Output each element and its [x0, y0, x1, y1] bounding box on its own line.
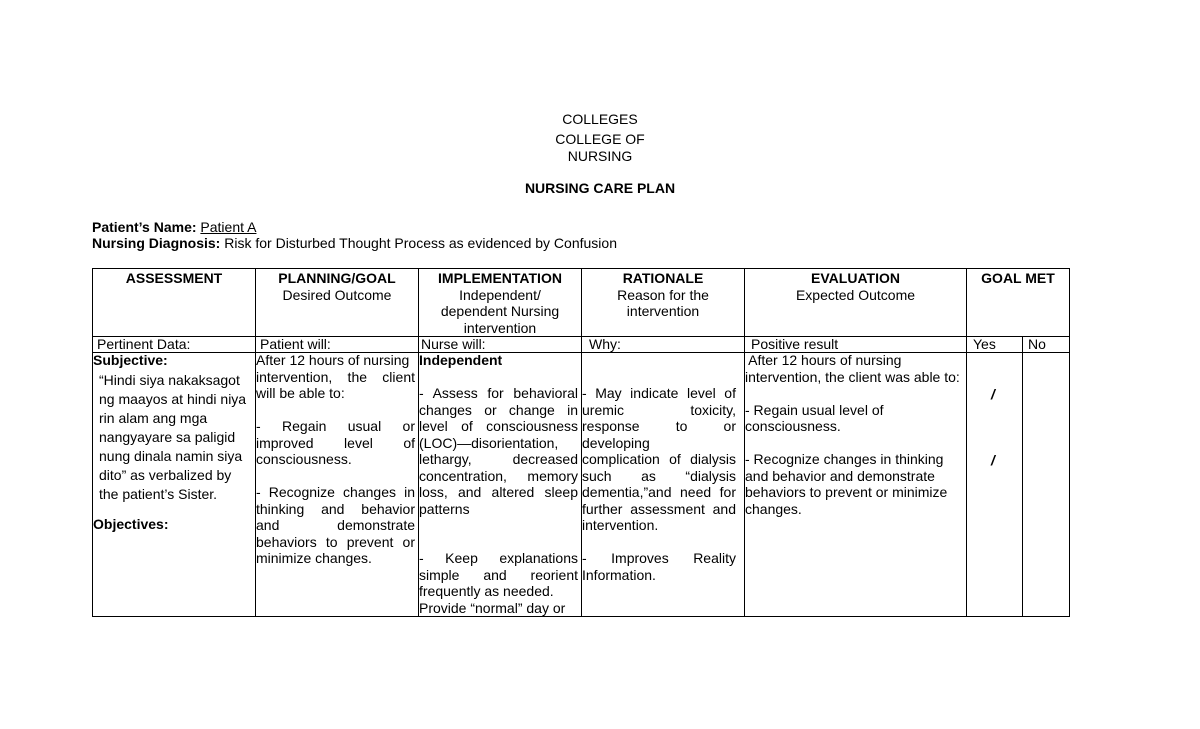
intervention-1-line: level of consciousness	[419, 418, 578, 434]
assessment-title: ASSESSMENT	[125, 270, 223, 286]
implementation-cell	[419, 352, 578, 616]
rationale-header	[582, 270, 744, 320]
goal-met-yes-mark-2: /	[991, 452, 995, 468]
rationale-1-line: - May indicate level of	[582, 385, 736, 401]
college-department	[0, 131, 1200, 165]
rationale-title: RATIONALE	[622, 270, 704, 286]
intervention-1-line: loss, and altered sleep	[419, 484, 578, 500]
rationale-1-line: complication of dialysis	[582, 451, 736, 467]
goal-met-header	[967, 270, 1069, 287]
objectives-label: Objectives:	[93, 515, 169, 532]
evaluation-result-2-line: and behavior and demonstrate	[745, 467, 935, 484]
implementation-title: IMPLEMENTATION	[438, 270, 562, 286]
college-department-line2: NURSING	[567, 148, 633, 164]
planning-subheader: Patient will:	[260, 336, 331, 352]
planning-header	[256, 270, 418, 303]
patient-name-label: Patient’s Name:	[92, 219, 197, 235]
evaluation-desc: Expected Outcome	[795, 286, 916, 303]
evaluation-title: EVALUATION	[811, 270, 900, 286]
rationale-1-line: such as “dialysis	[582, 467, 736, 484]
intervention-1-line: changes or change in	[419, 401, 578, 418]
implementation-header	[419, 270, 581, 336]
rationale-1-line: further assessment and	[582, 500, 736, 517]
evaluation-result-2-line: behaviors to prevent or minimize	[745, 484, 948, 500]
rationale-desc-2: intervention	[626, 303, 700, 319]
evaluation-result-1: - Regain usual level of	[745, 401, 884, 418]
planning-title: PLANNING/GOAL	[278, 270, 396, 286]
college-name: COLLEGES	[562, 111, 638, 127]
evaluation-subheader: Positive result	[751, 336, 839, 352]
assessment-cell	[93, 352, 253, 532]
rationale-2-line: - Improves Reality	[582, 550, 736, 566]
planning-desc: Desired Outcome	[282, 286, 392, 303]
goal-2-line: behaviors to prevent or	[256, 533, 415, 550]
assessment-subheader: Pertinent Data:	[97, 336, 191, 352]
evaluation-cell	[745, 352, 965, 517]
nursing-diagnosis-value: Risk for Disturbed Thought Process as evidenced by Confusion	[224, 235, 617, 251]
goal-met-title: GOAL MET	[981, 270, 1055, 286]
goal-met-yes-mark-1: /	[991, 386, 995, 402]
evaluation-result-1b: consciousness.	[745, 418, 841, 434]
evaluation-intro-line: After 12 hours of nursing	[745, 352, 902, 368]
implementation-desc-3: intervention	[463, 319, 537, 336]
quote-line: “Hindi siya nakaksagot	[99, 371, 240, 388]
rationale-2-line: Information.	[582, 566, 656, 583]
goal-1-line: - Regain usual or	[256, 418, 415, 434]
quote-line: rin alam ang mga	[99, 409, 208, 426]
document-title: NURSING CARE PLAN	[524, 180, 676, 196]
subjective-quote	[93, 371, 253, 504]
evaluation-result-2-line: - Recognize changes in thinking	[745, 451, 944, 467]
intervention-1-line: lethargy, decreased	[419, 451, 578, 467]
college-department-line1: COLLEGE OF	[555, 131, 645, 147]
planning-intro-line: After 12 hours of nursing	[256, 352, 410, 368]
quote-line: ng maayos at hindi niya	[99, 390, 247, 407]
intervention-2-line: Provide “normal” day or	[419, 599, 566, 616]
intervention-2-line: frequently as needed.	[419, 583, 554, 599]
rationale-subheader: Why:	[589, 336, 621, 352]
goal-2-line: minimize changes.	[256, 550, 372, 566]
nursing-diagnosis-row	[92, 234, 617, 252]
nursing-diagnosis-label: Nursing Diagnosis:	[92, 235, 221, 251]
evaluation-header	[745, 270, 966, 303]
goal-2-line: - Recognize changes in	[256, 484, 415, 500]
quote-line: nangyayare sa paligid	[99, 428, 236, 445]
goal-2-line: and demonstrate	[256, 517, 415, 533]
evaluation-result-2-line: changes.	[745, 500, 802, 517]
implementation-heading: Independent	[419, 352, 503, 368]
rationale-1-line: response to or	[582, 418, 736, 434]
goal-1-line: consciousness.	[256, 451, 352, 467]
goal-1-line: improved level of	[256, 434, 415, 451]
rationale-1-line: developing	[582, 434, 650, 451]
intervention-1-line: concentration, memory	[419, 467, 578, 484]
quote-line: dito” as verbalized by	[99, 466, 232, 483]
rationale-1-line: intervention.	[582, 517, 659, 533]
intervention-1-line: - Assess for behavioral	[419, 385, 578, 401]
rationale-1-line: uremic toxicity,	[582, 401, 736, 418]
rationale-desc-1: Reason for the	[617, 286, 709, 303]
intervention-1-line: (LOC)—disorientation,	[419, 434, 559, 451]
evaluation-intro-line: intervention, the client was able to:	[745, 368, 960, 385]
quote-line: nung dinala namin siya	[99, 447, 243, 464]
quote-line: the patient’s Sister.	[99, 485, 218, 502]
assessment-header	[93, 270, 255, 287]
planning-intro-line: will be able to:	[256, 385, 345, 401]
intervention-1-line: patterns	[419, 500, 470, 517]
planning-intro-line: intervention, the client	[256, 368, 415, 385]
implementation-subheader: Nurse will:	[421, 336, 486, 352]
subjective-label: Subjective:	[93, 352, 168, 368]
goal-met-no-header: No	[1028, 336, 1046, 352]
intervention-2-line: simple and reorient	[419, 566, 578, 583]
goal-met-yes-header: Yes	[973, 336, 996, 352]
implementation-desc-1: Independent/	[459, 286, 541, 303]
implementation-desc-2: dependent Nursing	[440, 303, 560, 319]
planning-cell	[256, 352, 415, 567]
goal-2-line: thinking and behavior	[256, 500, 415, 517]
patient-name-value: Patient A	[200, 219, 257, 235]
rationale-cell	[582, 352, 736, 583]
intervention-2-line: - Keep explanations	[419, 550, 578, 566]
rationale-1-line: dementia,”and need for	[582, 484, 736, 500]
